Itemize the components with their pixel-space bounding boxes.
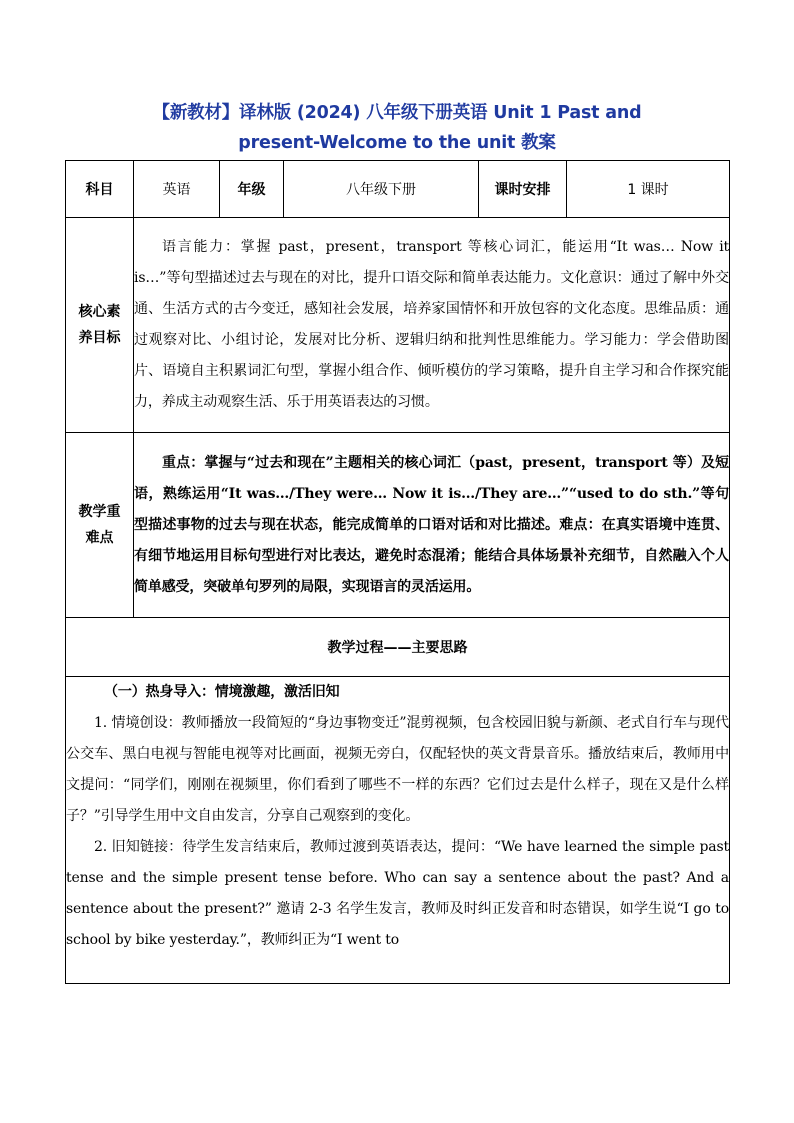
keypoints-row	[66, 433, 730, 618]
keypoints-text: 重点：掌握与“过去和现在”主题相关的核心词汇（past，present，transport 等）及短语，熟练运用“It was…/They were… Now it is…/They are…”“used to do sth.”等句型描述事物的过去与现在状态，能完成简单的口语对话和对比描述。难点：在真实语境中连贯、有细节地运用目标句型进行对比表达，避免时态混淆；能结合具体场景补充细节，自然融入个人简单感受，突破单句罗列的局限，实现语言的灵活运用。	[134, 433, 730, 618]
grade-value: 八年级下册	[284, 161, 479, 218]
process-item-1: 1. 情境创设：教师播放一段简短的“身边事物变迁”混剪视频，包含校园旧貌与新颜、老式自行车与现代公交车、黑白电视与智能电视等对比画面，视频无旁白，仅配轻快的英文背景音乐。播放结束后，教师用中文提问：“同学们，刚刚在视频里，你们看到了哪些不一样的东西？它们过去是什么样子，现在又是什么样子？”引导学生用中文自由发言，分享自己观察到的变化。	[66, 715, 729, 824]
title-line-2: present-Welcome to the unit 教案	[238, 133, 556, 153]
hours-label: 课时安排	[479, 161, 567, 218]
process-title-row	[66, 618, 730, 677]
literacy-text: 语言能力：掌握 past，present，transport 等核心词汇，能运用“It was… Now it is…”等句型描述过去与现在的对比，提升口语交际和简单表达能力。文化意识：通过了解中外交通、生活方式的古今变迁，感知社会发展，培养家国情怀和开放包容的文化态度。思维品质：通过观察对比、小组讨论，发展对比分析、逻辑归纳和批判性思维能力。学习能力：学会借助图片、语境自主积累词汇句型，掌握小组合作、倾听模仿的学习策略，提升自主学习和合作探究能力，养成主动观察生活、乐于用英语表达的习惯。	[134, 218, 730, 433]
process-item-2: 2. 旧知链接：待学生发言结束后，教师过渡到英语表达，提问：“We have learned the simple past tense and the simple present tense before. Who can say a sentence about the past? And a sentence about the present?” 邀请 2-3 名学生发言，教师及时纠正发音和时态错误，如学生说“I go to school by bike yesterday.”，教师纠正为“I went to	[66, 839, 729, 948]
hours-value: 1 课时	[567, 161, 730, 218]
process-section-title: 教学过程——主要思路	[66, 618, 730, 677]
keypoints-label-line1: 教学重	[78, 504, 121, 520]
subject-value: 英语	[134, 161, 220, 218]
subject-label: 科目	[66, 161, 134, 218]
keypoints-label-line2: 难点	[85, 530, 114, 546]
lesson-plan-table	[65, 160, 730, 984]
process-subheading: （一）热身导入：情境激趣，激活旧知	[104, 684, 340, 700]
literacy-row	[66, 218, 730, 433]
title-line-1: 【新教材】译林版 (2024) 八年级下册英语 Unit 1 Past and	[152, 103, 642, 123]
grade-label: 年级	[220, 161, 284, 218]
keypoints-label	[66, 433, 134, 618]
literacy-label	[66, 218, 134, 433]
document-title	[0, 98, 794, 158]
literacy-label-line2: 养目标	[78, 330, 121, 346]
header-row	[66, 161, 730, 218]
process-content	[66, 677, 730, 984]
process-row	[66, 677, 730, 984]
literacy-label-line1: 核心素	[78, 304, 121, 320]
